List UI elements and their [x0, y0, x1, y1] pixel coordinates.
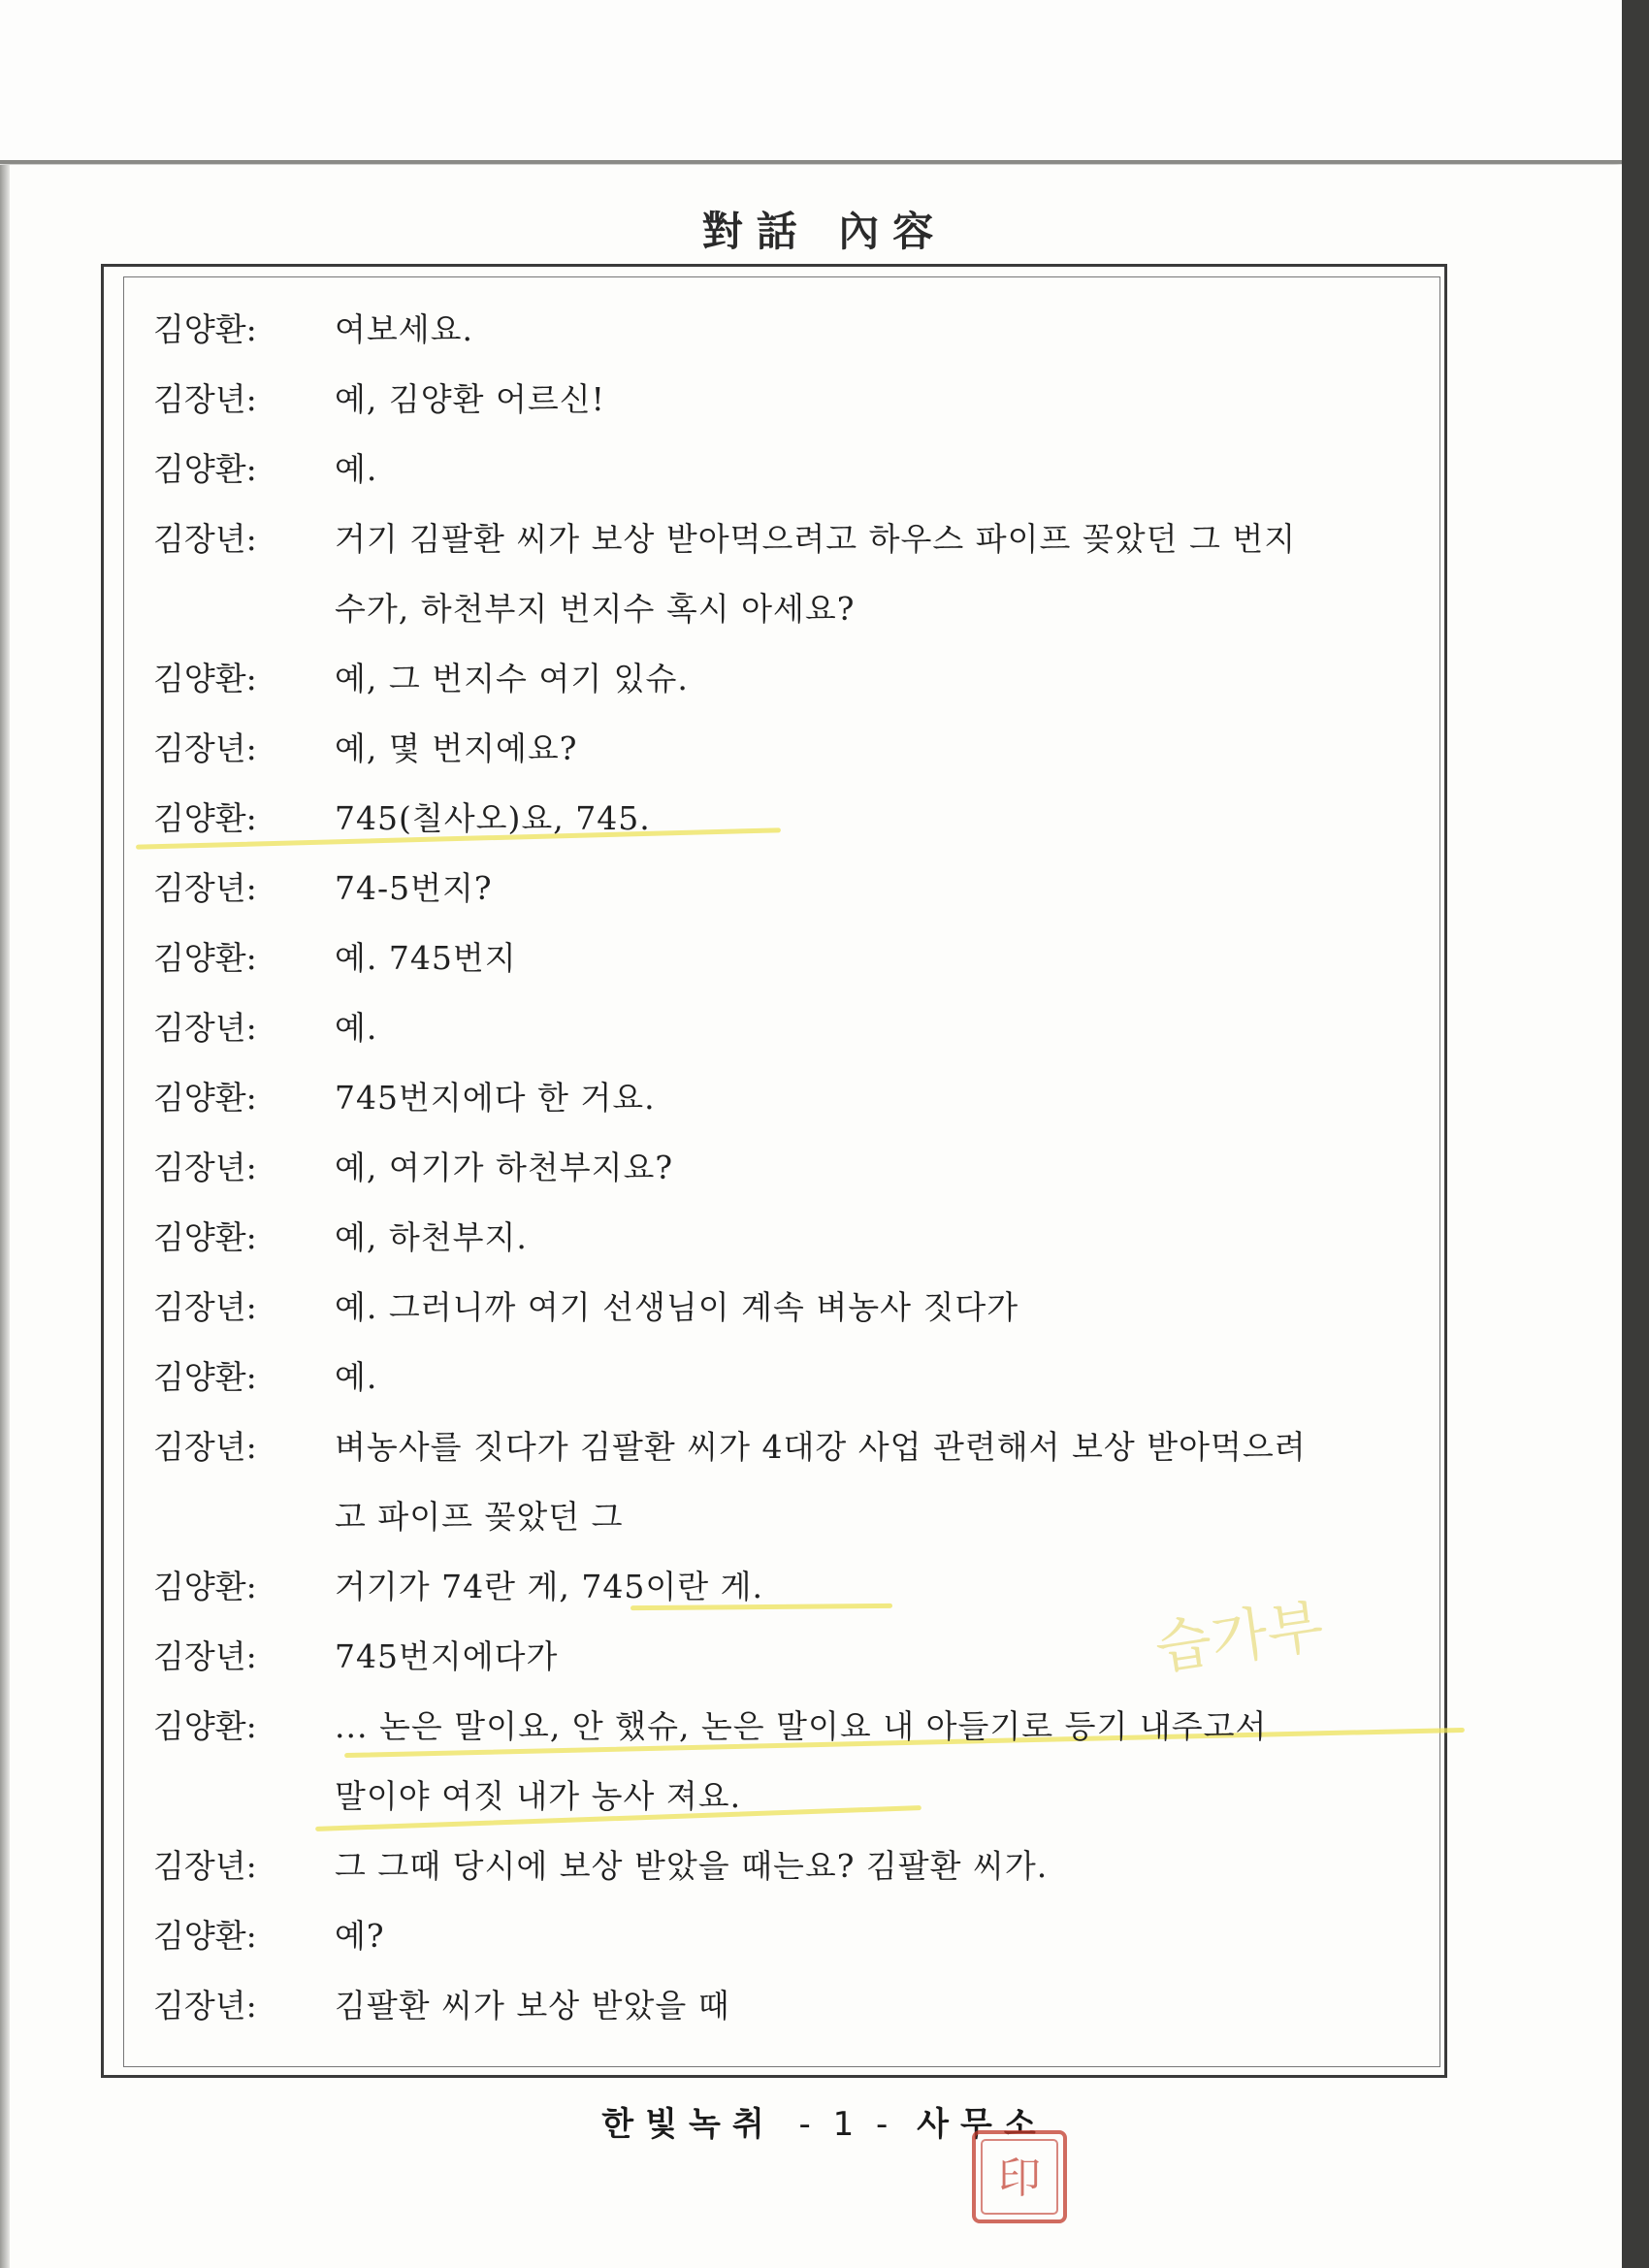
speaker-label: 김장년: — [153, 1428, 257, 1466]
dialogue-text-continued: 수가, 하천부지 번지수 혹시 아세요? — [335, 590, 856, 628]
dialogue-text: 예, 김양환 어르신! — [335, 380, 605, 418]
page-left-edge — [0, 165, 10, 2268]
dialogue-text: 예, 몇 번지예요? — [335, 729, 578, 767]
handwritten-note: 습가부 — [1150, 1592, 1328, 1683]
speaker-label: 김양환: — [153, 310, 257, 348]
speaker-label: 김장년: — [153, 520, 257, 558]
folded-top-sheet — [0, 0, 1622, 164]
dialogue-text: 예? — [335, 1917, 385, 1955]
dialogue-text: 여보세요. — [335, 310, 474, 348]
dialogue-text-continued: 말이야 여짓 내가 농사 져요. — [335, 1777, 742, 1815]
page-number: - 1 - — [798, 2105, 894, 2144]
speaker-label: 김장년: — [153, 869, 257, 907]
dialogue-text: 예, 하천부지. — [335, 1218, 528, 1256]
footer-office-suffix: 사무소 — [917, 2105, 1048, 2144]
dialogue-text: 벼농사를 짓다가 김팔환 씨가 4대강 사업 관련해서 보상 받아먹으려 — [335, 1428, 1307, 1466]
speaker-label: 김양환: — [153, 799, 257, 837]
speaker-label: 김양환: — [153, 660, 257, 697]
dialogue-text: 예, 여기가 하천부지요? — [335, 1149, 674, 1186]
dialogue-text: 예. 그러니까 여기 선생님이 계속 벼농사 짓다가 — [335, 1288, 1019, 1326]
speaker-label: 김양환: — [153, 1079, 257, 1117]
dialogue-text: 예, 그 번지수 여기 있슈. — [335, 660, 689, 697]
page-footer — [0, 2097, 1649, 2145]
seal-glyph: 印 — [998, 2154, 1041, 2203]
dialogue-text: 74-5번지? — [335, 869, 493, 907]
speaker-label: 김장년: — [153, 1987, 257, 2025]
dialogue-text: 거기가 74란 게, 745이란 게. — [335, 1568, 763, 1605]
speaker-label: 김장년: — [153, 1637, 257, 1675]
dialogue-text: 745번지에다 한 거요. — [335, 1079, 656, 1117]
dialogue-text: 745(칠사오)요, 745. — [335, 799, 651, 837]
scan-edge-strip — [1622, 0, 1649, 2268]
speaker-label: 김장년: — [153, 1149, 257, 1186]
speaker-label: 김양환: — [153, 1568, 257, 1605]
dialogue-text: ... 논은 말이요, 안 했슈, 논은 말이요 내 아들기로 등기 내주고서 — [335, 1707, 1268, 1745]
speaker-label: 김양환: — [153, 1218, 257, 1256]
dialogue-text: 예. 745번지 — [335, 939, 517, 977]
speaker-label: 김양환: — [153, 1358, 257, 1396]
dialogue-text: 김팔환 씨가 보상 받았을 때 — [335, 1987, 730, 2025]
speaker-label: 김장년: — [153, 1009, 257, 1047]
speaker-label: 김장년: — [153, 1847, 257, 1885]
speaker-label: 김양환: — [153, 939, 257, 977]
page-title: 對話 內容 — [701, 208, 948, 255]
red-seal-stamp — [968, 2126, 1071, 2227]
speaker-label: 김양환: — [153, 1707, 257, 1745]
dialogue-text: 예. — [335, 1358, 378, 1396]
dialogue-text-continued: 고 파이프 꽂았던 그 — [335, 1498, 624, 1536]
dialogue-text: 예. — [335, 1009, 378, 1047]
speaker-label: 김장년: — [153, 1288, 257, 1326]
dialogue-text: 그 그때 당시에 보상 받았을 때는요? 김팔환 씨가. — [335, 1847, 1049, 1885]
dialogue-text: 745번지에다가 — [335, 1637, 559, 1675]
footer-office-name: 한빛녹취 — [601, 2105, 776, 2144]
speaker-label: 김장년: — [153, 380, 257, 418]
dialogue-text: 거기 김팔환 씨가 보상 받아먹으려고 하우스 파이프 꽂았던 그 번지 — [335, 520, 1297, 558]
speaker-label: 김장년: — [153, 729, 257, 767]
speaker-label: 김양환: — [153, 450, 257, 488]
dialogue-text: 예. — [335, 450, 378, 488]
speaker-label: 김양환: — [153, 1917, 257, 1955]
